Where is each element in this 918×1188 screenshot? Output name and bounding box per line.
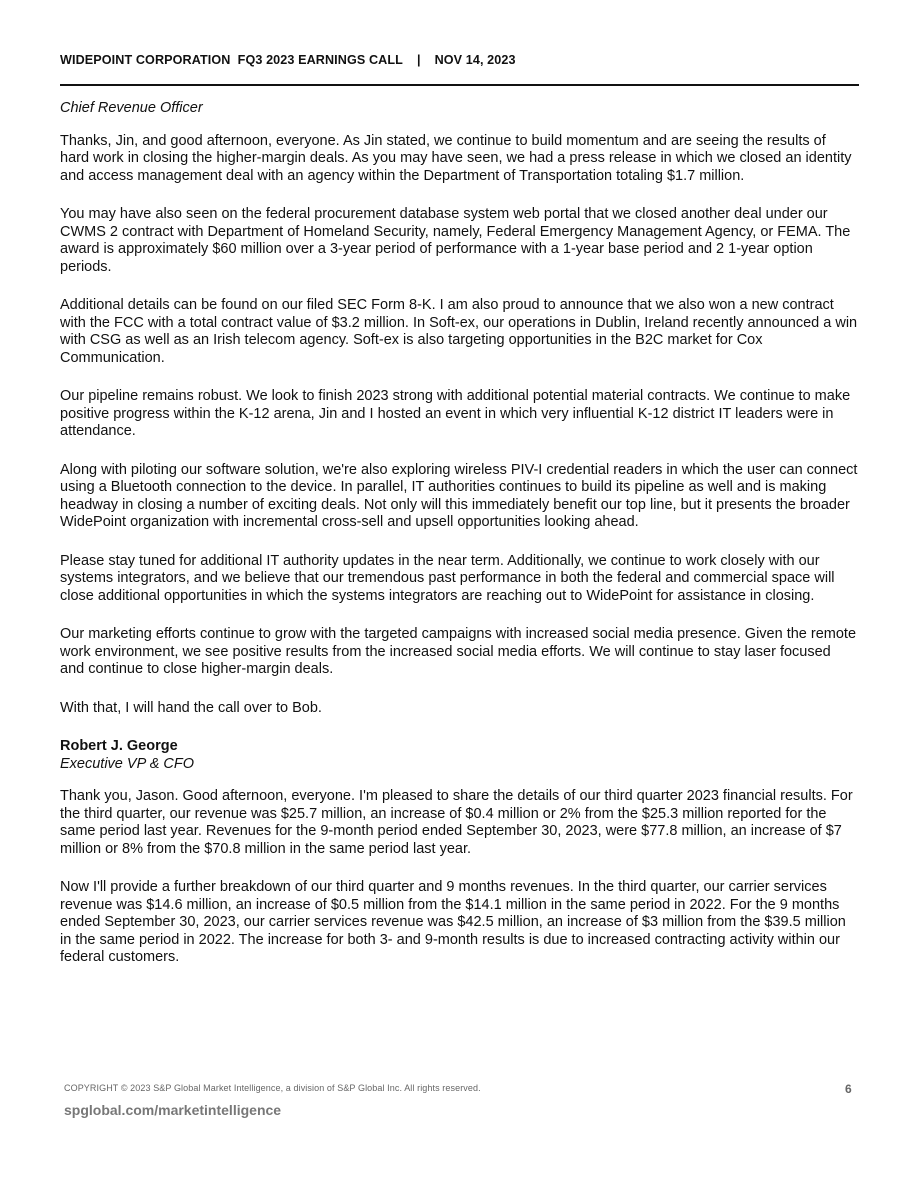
transcript-body <box>60 100 858 967</box>
footer-url[interactable]: spglobal.com/marketintelligence <box>64 1102 282 1118</box>
paragraph: Now I'll provide a further breakdown of our third quarter and 9 months revenues. In the third quarter, our carrier services revenue was $14.6 million, an increase of $0.5 million from the $14.1 million in the same period in 2022. For the 9 months ended September 30, 2023, our carrier services revenue was $42.5 million, an increase of $3 million from the $39.5 million in the same period in 2022. The increase for both 3- and 9-month results is due to increased contracting activity within our federal customers. <box>60 879 846 965</box>
header-rule <box>60 84 859 86</box>
header-date: NOV 14, 2023 <box>434 53 516 67</box>
page-header <box>60 53 858 67</box>
header-separator: | <box>416 53 421 67</box>
paragraph: Our pipeline remains robust. We look to finish 2023 strong with additional potential material contracts. We continue to make positive progress within the K-12 arena, Jin and I hosted an event in which very influential K-12 district IT leaders were in attendance. <box>60 388 851 439</box>
page-number: 6 <box>845 1082 852 1096</box>
paragraph: Along with piloting our software solution, we're also exploring wireless PIV-I credential readers in which the user can connect using a Bluetooth connection to the device. In parallel, IT authorities continues to build its pipeline as well and is making headway in closing a number of exciting deals. Not only will this immediately benefit our top line, but it presents the broader WidePoint organization with incremental cross-sell and upsell opportunities looking ahead. <box>60 461 858 530</box>
paragraph: You may have also seen on the federal procurement database system web portal that we closed another deal under our CWMS 2 contract with Department of Homeland Security, namely, Federal Emergency Management Agency, or FEMA. The award is approximately $60 million over a 3-year period of performance with a 1-year base period and 2 1-year option periods. <box>60 206 851 275</box>
paragraph: Please stay tuned for additional IT authority updates in the near term. Additionally, we continue to work closely with our systems integrators, and we believe that our tremendous past performance in both the federal and commercial space will close additional opportunities in which the systems integrators are reaching out to WidePoint for assistance in closing. <box>60 552 835 604</box>
paragraph: Thank you, Jason. Good afternoon, everyone. I'm pleased to share the details of our third quarter 2023 financial results. For the third quarter, our revenue was $25.7 million, an increase of $0.4 million or 2% from the $25.3 million reported for the same period last year. Revenues for the 9-month period ended September 30, 2023, were $77.8 million, an increase of $7 million or 8% from the $70.8 million in the same period last year. <box>60 788 853 857</box>
paragraph: Additional details can be found on our filed SEC Form 8-K. I am also proud to announce that we also won a new contract with the FCC with a total contract value of $3.2 million. In Soft-ex, our operations in Dublin, Ireland recently announced a win with CSG as well as an Irish telecom agency. Soft-ex is also targeting opportunities in the B2C market for Cox Communication. <box>60 297 858 366</box>
paragraph: Thanks, Jin, and good afternoon, everyone. As Jin stated, we continue to build momentum and are seeing the results of hard work in closing the higher-margin deals. As you may have seen, we had a press release in which we closed an identity and access management deal with an agency within the Department of Transportation totaling $1.7 million. <box>60 132 852 184</box>
footer-copyright: COPYRIGHT © 2023 S&P Global Market Intelligence, a division of S&P Global Inc. All rights reserved. <box>64 1083 481 1093</box>
speaker-role: Executive VP & CFO <box>60 755 195 772</box>
paragraph: With that, I will hand the call over to Bob. <box>60 699 322 716</box>
header-title: WIDEPOINT CORPORATION FQ3 2023 EARNINGS CALL <box>60 53 403 67</box>
paragraph: Our marketing efforts continue to grow with the targeted campaigns with increased social media presence. Given the remote work environment, we see positive results from the increased social media efforts. We will continue to stay laser focused and continue to close higher-margin deals. <box>60 626 857 677</box>
speaker-role: Chief Revenue Officer <box>60 100 203 116</box>
speaker-name: Robert J. George <box>60 738 178 754</box>
